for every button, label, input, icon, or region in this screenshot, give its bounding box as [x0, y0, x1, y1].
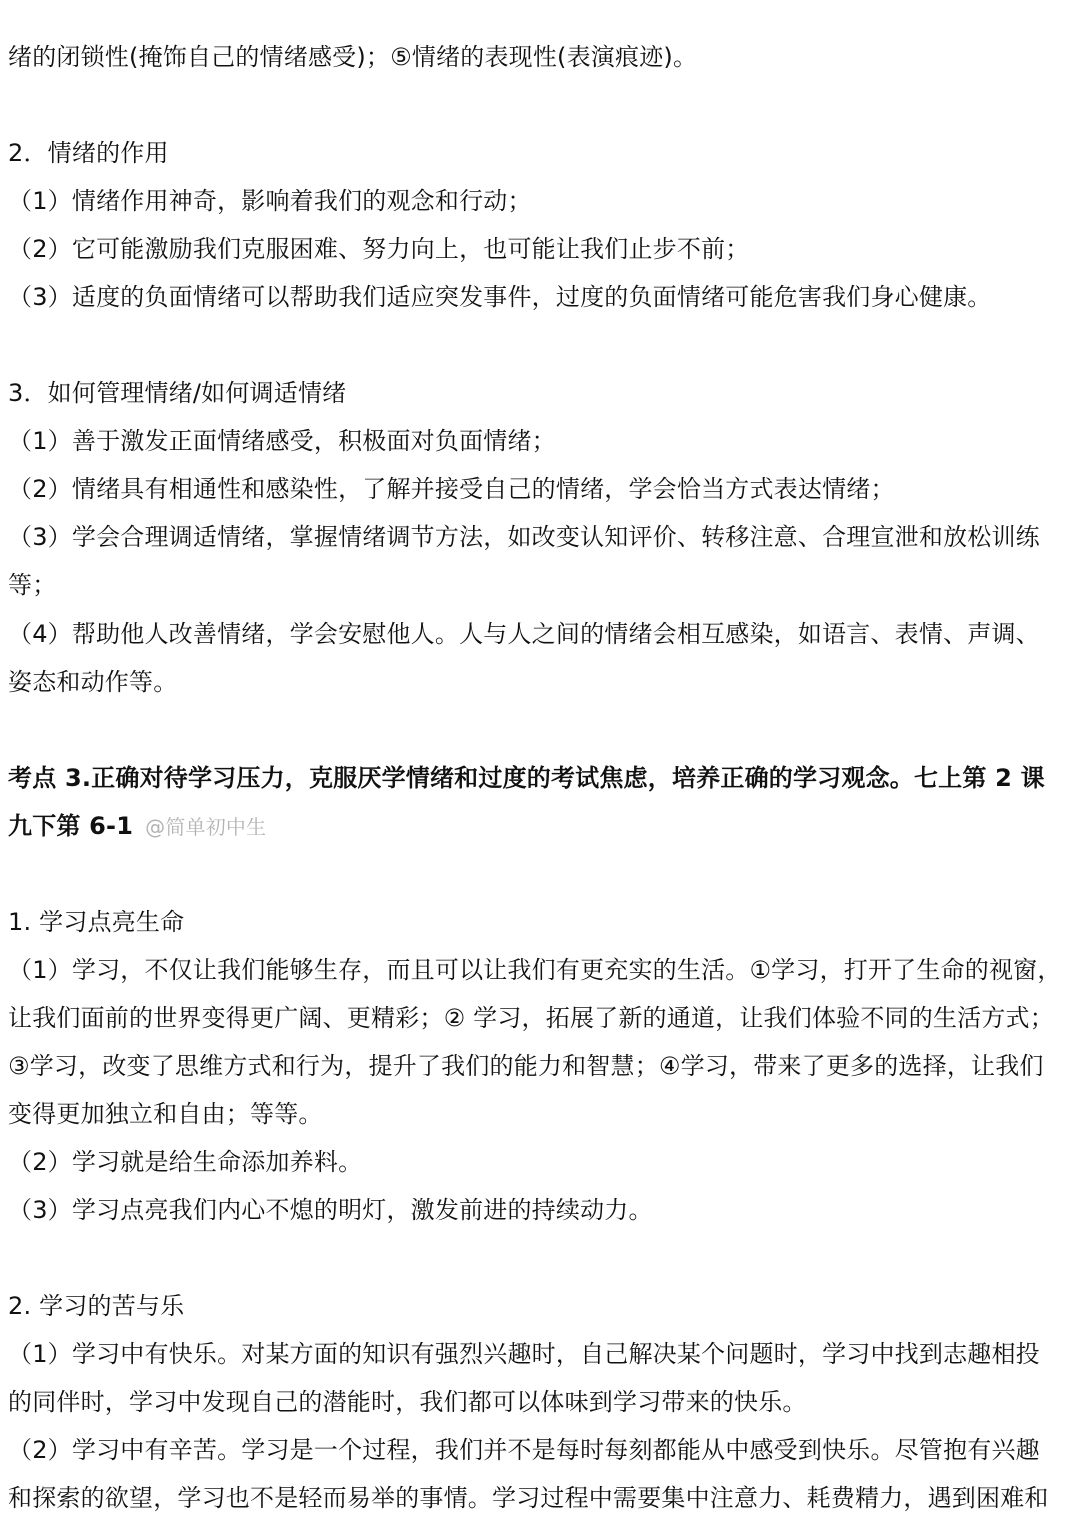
- section-heading: 3．如何管理情绪/如何调适情绪: [8, 379, 347, 407]
- text-line: 等；: [8, 571, 57, 599]
- key-point-heading-text: 九下第 6-1: [8, 812, 134, 840]
- text-line: （2）它可能激励我们克服困难、努力向上，也可能让我们止步不前；: [8, 235, 750, 263]
- text-line: （2）情绪具有相通性和感染性，了解并接受自己的情绪，学会恰当方式表达情绪；: [8, 475, 895, 503]
- text-line: （1）善于激发正面情绪感受，积极面对负面情绪；: [8, 427, 556, 455]
- text-line: （2）学习中有辛苦。学习是一个过程，我们并不是每时每刻都能从中感受到快乐。尽管抱有兴趣: [8, 1436, 1040, 1464]
- text-line: （3）适度的负面情绪可以帮助我们适应突发事件，过度的负面情绪可能危害我们身心健康。: [8, 283, 992, 311]
- section-heading: 2. 学习的苦与乐: [8, 1292, 185, 1320]
- text-line: 让我们面前的世界变得更广阔、更精彩；② 学习，拓展了新的通道，让我们体验不同的生活方式；: [8, 1004, 1054, 1032]
- text-line: ③学习，改变了思维方式和行为，提升了我们的能力和智慧；④学习，带来了更多的选择，让我们: [8, 1052, 1044, 1080]
- text-line: 的同伴时，学习中发现自己的潜能时，我们都可以体味到学习带来的快乐。: [8, 1388, 807, 1416]
- text-line: （1）学习中有快乐。对某方面的知识有强烈兴趣时，自己解决某个问题时，学习中找到志趣相投: [8, 1340, 1040, 1368]
- text-line: 变得更加独立和自由；等等。: [8, 1100, 323, 1128]
- text-line: （1）情绪作用神奇，影响着我们的观念和行动；: [8, 187, 532, 215]
- key-point-heading: 考点 3.正确对待学习压力，克服厌学情绪和过度的考试焦虑，培养正确的学习观念。七上第 2 课: [8, 764, 1045, 792]
- text-line: （2）学习就是给生命添加养料。: [8, 1148, 363, 1176]
- text-line: （3）学习点亮我们内心不熄的明灯，激发前进的持续动力。: [8, 1196, 653, 1224]
- text-line: 姿态和动作等。: [8, 668, 178, 696]
- text-line: 和探索的欲望，学习也不是轻而易举的事情。学习过程中需要集中注意力、耗费精力，遇到困难和: [8, 1484, 1049, 1512]
- key-point-heading-continued: [8, 810, 1062, 843]
- section-heading: 2．情绪的作用: [8, 139, 169, 167]
- text-line: （1）学习，不仅让我们能够生存，而且可以让我们有更充实的生活。①学习，打开了生命的视窗，: [8, 956, 1062, 984]
- text-line: 绪的闭锁性(掩饰自己的情绪感受)；⑤情绪的表现性(表演痕迹)。: [8, 43, 698, 71]
- text-line: （4）帮助他人改善情绪，学会安慰他人。人与人之间的情绪会相互感染，如语言、表情、声调、: [8, 620, 1040, 648]
- text-line: （3）学会合理调适情绪，掌握情绪调节方法，如改变认知评价、转移注意、合理宣泄和放松训练: [8, 523, 1040, 551]
- section-heading: 1. 学习点亮生命: [8, 908, 185, 936]
- watermark-text: @简单初中生: [145, 815, 267, 839]
